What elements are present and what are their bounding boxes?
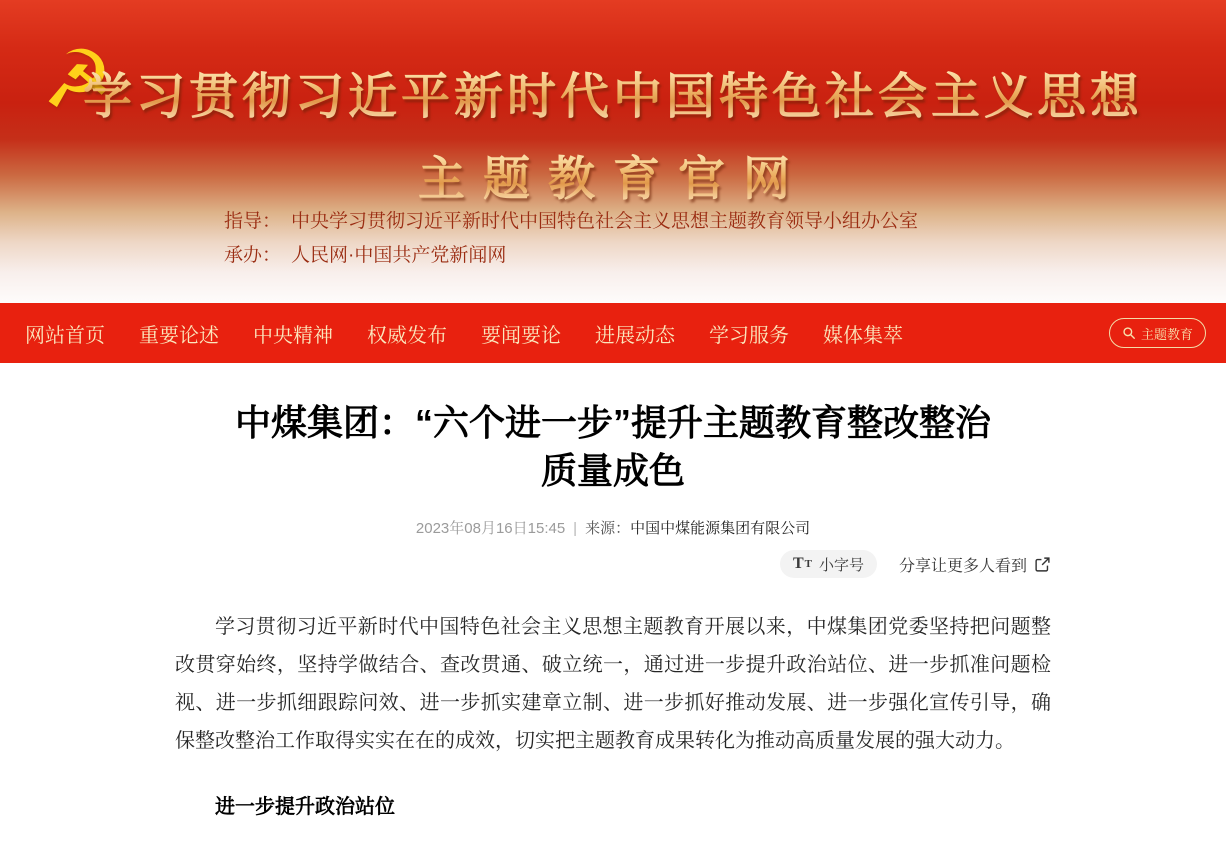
nav-item-authoritative-release[interactable]: 权威发布 — [367, 324, 447, 347]
article-toolbar — [175, 550, 1051, 578]
search-icon — [1122, 326, 1136, 340]
font-size-label: 小字号 — [818, 556, 864, 574]
guide-text: 中央学习贯彻习近平新时代中国特色社会主义思想主题教育领导小组办公室 — [291, 211, 919, 232]
page-title-line1: 中煤集团：“六个进一步”提升主题教育整改整治 — [234, 402, 991, 443]
host-line — [224, 240, 506, 267]
nav-item-central-spirit[interactable]: 中央精神 — [253, 324, 333, 347]
site-title-line2: 主题教育官网 — [0, 142, 1226, 209]
site-title — [0, 0, 1226, 209]
search-button[interactable] — [1109, 318, 1206, 348]
nav-item-key-news[interactable]: 要闻要论 — [481, 324, 561, 347]
article-paragraph: 学习贯彻习近平新时代中国特色社会主义思想主题教育开展以来，中煤集团党委坚持把问题整改贯穿始终，坚持学做结合、查改贯通、破立统一，通过进一步提升政治站位、进一步抓准问题检视、进一步抓细跟踪问效、进一步抓实建章立制、进一步抓好推动发展、进一步强化宣传引导，确保整改整治工作取得实实在在的成效，切实把主题教育成果转化为推动高质量发展的强大动力。 — [175, 616, 1051, 752]
share-button[interactable] — [899, 553, 1051, 576]
nav-item-home[interactable]: 网站首页 — [25, 324, 105, 347]
font-size-icon-small-t: T — [804, 558, 812, 570]
source-name: 中国中煤能源集团有限公司 — [630, 520, 811, 537]
site-banner — [0, 0, 1226, 303]
article-meta — [175, 517, 1051, 538]
host-text: 人民网·中国共产党新闻网 — [291, 245, 507, 266]
font-size-button[interactable] — [780, 550, 877, 578]
guide-line — [224, 206, 918, 233]
nav-item-important-discourse[interactable]: 重要论述 — [139, 324, 219, 347]
section-subheading: 进一步提升政治站位 — [215, 796, 395, 818]
host-label: 承办： — [224, 245, 282, 266]
source-label: 来源： — [585, 520, 631, 537]
external-link-icon — [1034, 556, 1051, 573]
guide-label: 指导： — [224, 211, 282, 232]
publish-date: 2023年08月16日15:45 — [415, 520, 566, 537]
main-nav-bar — [0, 303, 1226, 363]
article-container — [175, 399, 1051, 826]
font-size-icon-large-t: T — [792, 555, 804, 572]
site-title-line1: 学习贯彻习近平新时代中国特色社会主义思想 — [0, 58, 1226, 128]
meta-separator: | — [573, 520, 578, 537]
nav-item-learning-service[interactable]: 学习服务 — [709, 324, 789, 347]
nav-item-progress-updates[interactable]: 进展动态 — [595, 324, 675, 347]
search-label: 主题教育 — [1140, 326, 1193, 342]
share-label: 分享让更多人看到 — [898, 557, 1027, 575]
page-title — [175, 399, 1051, 495]
nav-item-media-collection[interactable]: 媒体集萃 — [823, 324, 903, 347]
page-title-line2: 质量成色 — [540, 450, 685, 491]
